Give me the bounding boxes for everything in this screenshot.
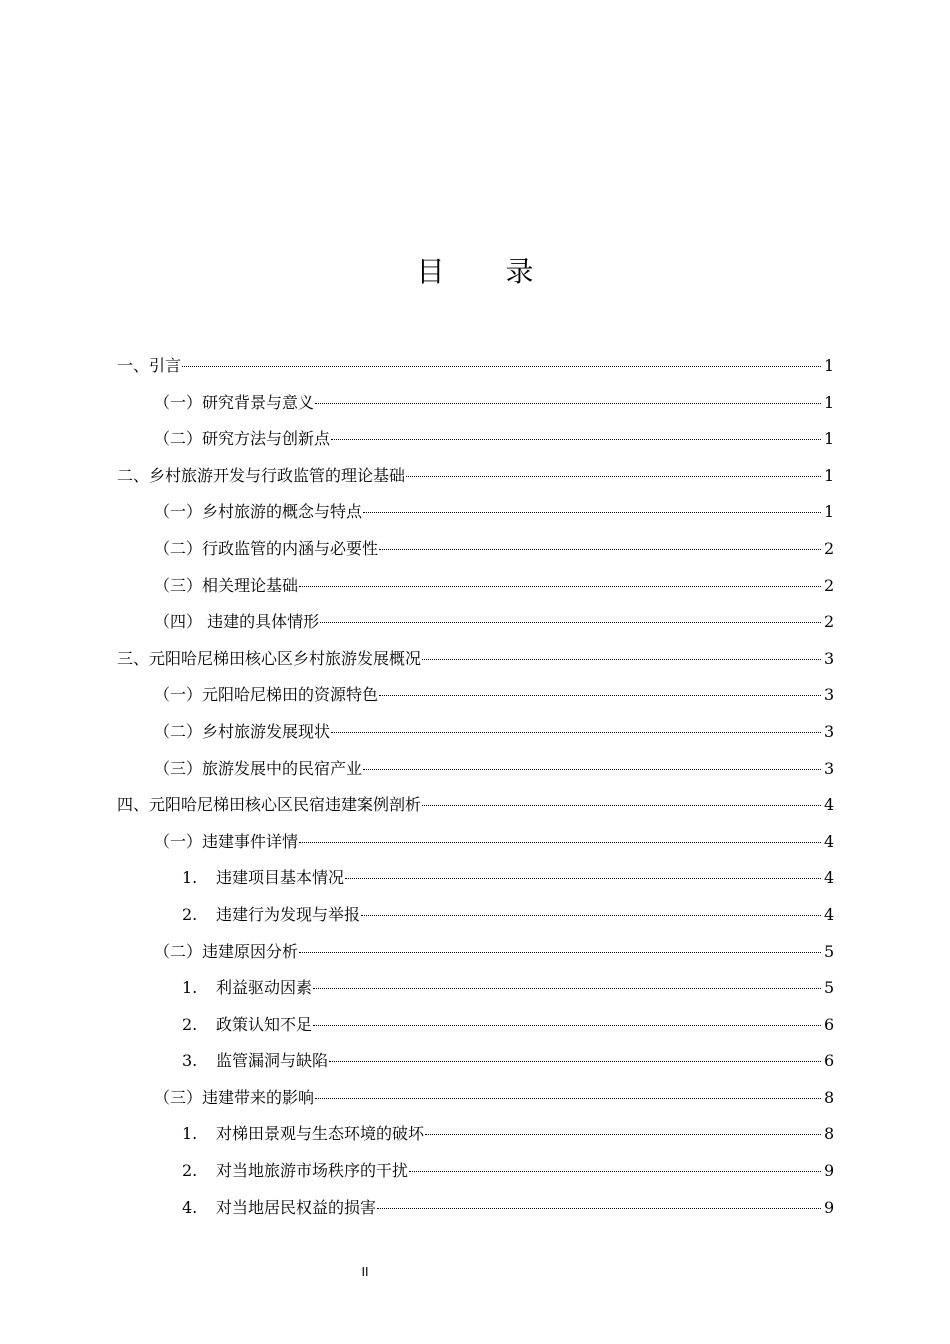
- dot-leader: [377, 1208, 821, 1209]
- toc-entry-label: （三）旅游发展中的民宿产业: [154, 758, 363, 778]
- dot-leader: [379, 695, 821, 696]
- toc-entry-text: [154, 934, 298, 971]
- toc-entry-label: （一）元阳哈尼梯田的资源特色: [154, 685, 379, 705]
- dot-leader: [361, 915, 821, 916]
- toc-entry[interactable]: [0, 641, 950, 678]
- toc-entry[interactable]: [0, 604, 950, 641]
- toc-page-number: 4: [824, 831, 835, 851]
- toc-page-number: 3: [824, 685, 835, 705]
- toc-entry-label: （四） 违建的具体情形: [154, 612, 320, 632]
- toc-entry[interactable]: [0, 421, 950, 458]
- dot-leader: [422, 659, 821, 660]
- toc-entry[interactable]: [0, 1007, 950, 1044]
- toc-entry-number: 1.: [182, 1124, 198, 1144]
- toc-entry-label: （二）研究方法与创新点: [154, 429, 331, 449]
- toc-entry-number: 2.: [182, 1161, 198, 1181]
- dot-leader: [409, 1171, 821, 1172]
- dot-leader: [320, 622, 821, 623]
- toc-entry-label: 二、乡村旅游开发与行政监管的理论基础: [117, 465, 406, 485]
- toc-entry[interactable]: [0, 970, 950, 1007]
- dot-leader: [313, 1025, 821, 1026]
- toc-entry-label: 对梯田景观与生态环境的破坏: [216, 1124, 425, 1144]
- toc-entry-label: （一）乡村旅游的概念与特点: [154, 502, 363, 522]
- toc-entry-number: 2.: [182, 904, 198, 924]
- toc-entry-text: [154, 1080, 314, 1117]
- toc-page-number: 6: [824, 1051, 835, 1071]
- toc-entry-number: 4.: [182, 1197, 198, 1217]
- toc-page-number: 3: [824, 648, 835, 668]
- toc-entry-label: （二）行政监管的内涵与必要性: [154, 538, 379, 558]
- toc-entry-label: 对当地居民权益的损害: [216, 1197, 377, 1217]
- toc-entry-text: [117, 787, 421, 824]
- page-title: 目 录: [416, 255, 560, 288]
- dot-leader: [379, 549, 821, 550]
- toc-entry[interactable]: [0, 568, 950, 605]
- toc-entry[interactable]: [0, 934, 950, 971]
- toc-page-number: 4: [824, 868, 835, 888]
- dot-leader: [182, 366, 821, 367]
- toc-entry[interactable]: [0, 1043, 950, 1080]
- toc-entry-text: [117, 458, 405, 495]
- toc-page-number: 2: [824, 575, 835, 595]
- toc-entry-label: 违建项目基本情况: [216, 868, 345, 888]
- toc-entry[interactable]: [0, 1153, 950, 1190]
- toc-entry[interactable]: [0, 385, 950, 422]
- dot-leader: [299, 842, 821, 843]
- toc-entry-label: 一、引言: [117, 356, 182, 375]
- toc-entry-text: [182, 1153, 408, 1190]
- dot-leader: [315, 403, 821, 404]
- toc-entry-label: （二）违建原因分析: [154, 941, 299, 961]
- toc-page-number: 1: [824, 356, 835, 375]
- toc-entry[interactable]: [0, 1116, 950, 1153]
- toc-page-number: 2: [824, 538, 835, 558]
- toc-entry-label: （一）研究背景与意义: [154, 392, 315, 412]
- toc-page-number: 4: [824, 795, 835, 815]
- toc-page-number: 2: [824, 612, 835, 632]
- toc-entry[interactable]: [0, 751, 950, 788]
- toc-entry-number: 2.: [182, 1014, 198, 1034]
- toc-entry-text: [154, 677, 378, 714]
- toc-page-number: 1: [824, 465, 835, 485]
- toc-entry-label: 违建行为发现与举报: [216, 904, 361, 924]
- toc-entry[interactable]: [0, 494, 950, 531]
- toc-entry-label: 四、元阳哈尼梯田核心区民宿违建案例剖析: [117, 795, 422, 815]
- toc-entry-number: 1.: [182, 978, 198, 998]
- toc-entry-label: （二）乡村旅游发展现状: [154, 721, 331, 741]
- toc-entry-text: [117, 348, 181, 385]
- dot-leader: [363, 769, 821, 770]
- toc-page-number: 3: [824, 758, 835, 778]
- toc-entry-text: [154, 824, 298, 861]
- table-of-contents: [0, 348, 950, 1226]
- dot-leader: [331, 439, 821, 440]
- dot-leader: [313, 988, 821, 989]
- toc-entry[interactable]: [0, 677, 950, 714]
- toc-entry[interactable]: [0, 714, 950, 751]
- toc-entry-text: [182, 1116, 424, 1153]
- dot-leader: [315, 1098, 821, 1099]
- toc-page-number: 6: [824, 1014, 835, 1034]
- dot-leader: [406, 476, 821, 477]
- dot-leader: [329, 1061, 821, 1062]
- toc-entry-number: 3.: [182, 1051, 198, 1071]
- toc-entry[interactable]: [0, 1190, 950, 1227]
- toc-entry-text: [182, 970, 312, 1007]
- toc-entry-text: [154, 604, 319, 641]
- toc-entry[interactable]: [0, 897, 950, 934]
- toc-page-number: 9: [824, 1161, 835, 1181]
- toc-page-number: 5: [824, 941, 835, 961]
- toc-entry-text: [182, 897, 360, 934]
- toc-page-number: 1: [824, 429, 835, 449]
- dot-leader: [363, 512, 821, 513]
- toc-entry-text: [182, 1043, 328, 1080]
- toc-entry-label: 对当地旅游市场秩序的干扰: [216, 1161, 409, 1181]
- toc-entry[interactable]: [0, 787, 950, 824]
- toc-page-number: 1: [824, 392, 835, 412]
- page-number-footer: II: [361, 1265, 369, 1279]
- dot-leader: [331, 732, 821, 733]
- toc-page-number: 4: [824, 904, 835, 924]
- toc-entry-number: 1.: [182, 868, 198, 888]
- toc-entry[interactable]: [0, 824, 950, 861]
- dot-leader: [299, 586, 821, 587]
- dot-leader: [425, 1134, 821, 1135]
- toc-entry-label: 利益驱动因素: [216, 978, 313, 998]
- toc-entry[interactable]: [0, 1080, 950, 1117]
- toc-page-number: 8: [824, 1124, 835, 1144]
- toc-entry[interactable]: [0, 458, 950, 495]
- toc-entry[interactable]: [0, 348, 950, 385]
- dot-leader: [345, 878, 821, 879]
- toc-entry-text: [182, 1007, 312, 1044]
- toc-entry-text: [182, 1190, 376, 1227]
- toc-page-number: 8: [824, 1087, 835, 1107]
- toc-entry-text: [154, 421, 330, 458]
- toc-entry-label: （一）违建事件详情: [154, 831, 299, 851]
- toc-entry-label: 三、元阳哈尼梯田核心区乡村旅游发展概况: [117, 648, 422, 668]
- toc-page-number: 9: [824, 1197, 835, 1217]
- toc-entry[interactable]: [0, 531, 950, 568]
- toc-entry-text: [154, 531, 378, 568]
- toc-entry-text: [154, 568, 298, 605]
- toc-entry-text: [154, 494, 362, 531]
- toc-entry-label: 政策认知不足: [216, 1014, 313, 1034]
- dot-leader: [422, 805, 821, 806]
- toc-page-number: 3: [824, 721, 835, 741]
- toc-entry-text: [154, 714, 330, 751]
- toc-entry-label: （三）相关理论基础: [154, 575, 299, 595]
- toc-page-number: 1: [824, 502, 835, 522]
- toc-entry-text: [154, 385, 314, 422]
- toc-entry-text: [117, 641, 421, 678]
- toc-entry-label: （三）违建带来的影响: [154, 1087, 315, 1107]
- toc-entry[interactable]: [0, 860, 950, 897]
- toc-entry-text: [182, 860, 344, 897]
- toc-entry-text: [154, 751, 362, 788]
- toc-page-number: 5: [824, 978, 835, 998]
- dot-leader: [299, 952, 821, 953]
- toc-entry-label: 监管漏洞与缺陷: [216, 1051, 329, 1071]
